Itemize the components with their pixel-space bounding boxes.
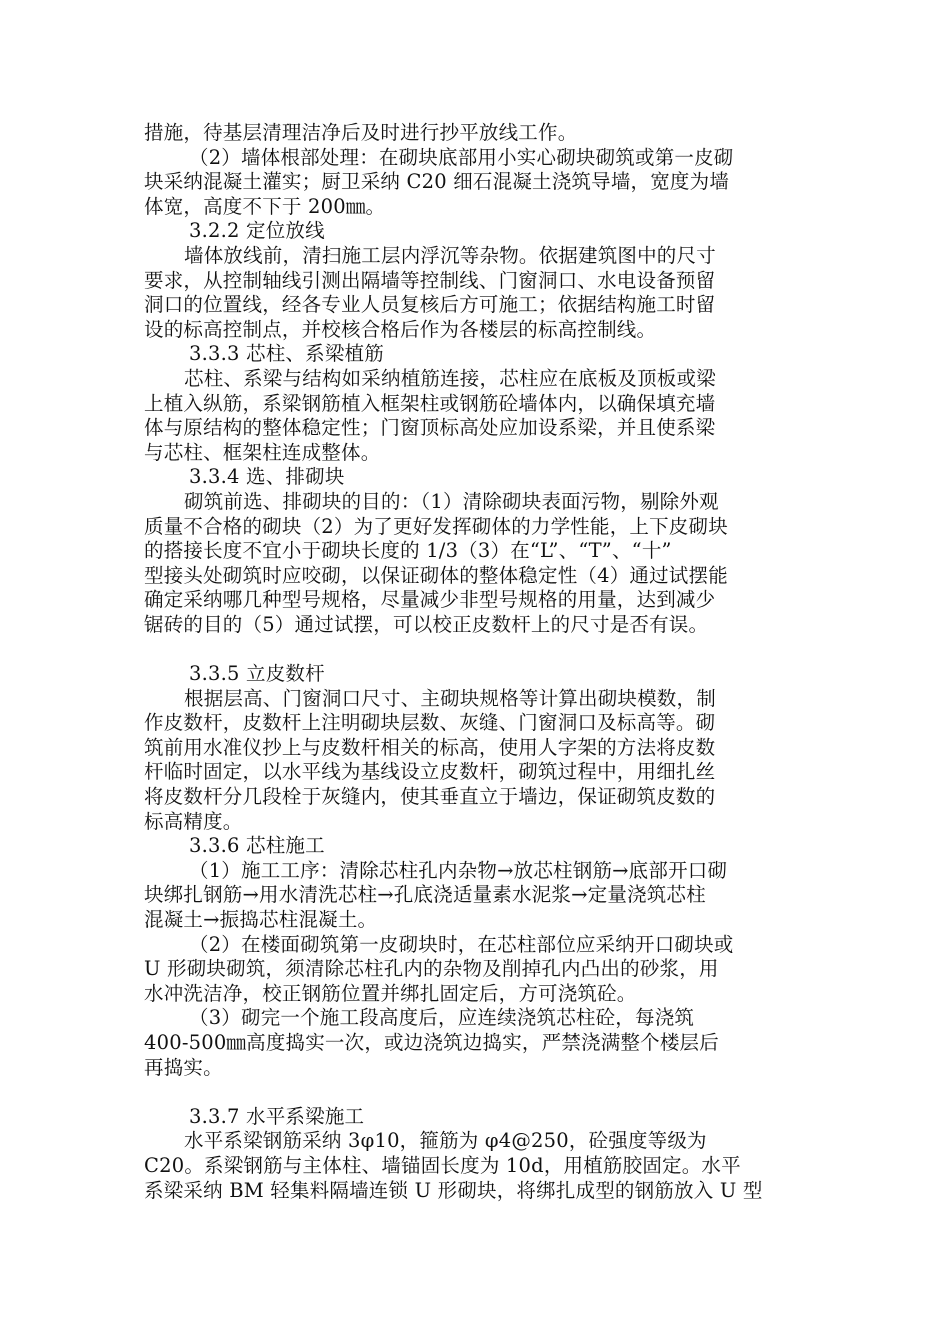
text-line: 筑前用水准仪抄上与皮数杆相关的标高，使用人字架的方法将皮数 bbox=[144, 735, 716, 759]
text-line: 水冲洗洁净，校正钢筋位置并绑扎固定后，方可浇筑砼。 bbox=[144, 981, 637, 1005]
document-page bbox=[144, 121, 804, 1203]
text-line: 设的标高控制点，并校核合格后作为各楼层的标高控制线。 bbox=[144, 317, 657, 341]
text-line: 混凝土→振捣芯柱混凝土。 bbox=[144, 908, 378, 931]
text-line: 与芯柱、框架柱连成整体。 bbox=[144, 440, 381, 464]
text-line: 确定采纳哪几种型号规格，尽量减少非型号规格的用量，达到减少 bbox=[144, 588, 716, 612]
text-line: 措施，待基层清理洁净后及时进行抄平放线工作。 bbox=[144, 121, 578, 144]
text-line: 系梁采纳 BM 轻集料隔墙连锁 U 形砌块，将绑扎成型的钢筋放入 U 型 bbox=[144, 1178, 763, 1202]
text-line: 芯柱、系梁与结构如采纳植筋连接，芯柱应在底板及顶板或梁 bbox=[184, 366, 716, 390]
text-line: 的搭接长度不宜小于砌块长度的 1/3（3）在“L”、“T”、“十” bbox=[144, 539, 672, 563]
text-line: 杆临时固定，以水平线为基线设立皮数杆，砌筑过程中，用细扎丝 bbox=[144, 760, 716, 784]
text-line: 3.3.3 芯柱、系梁植筋 bbox=[189, 342, 384, 366]
text-line: 3.3.5 立皮数杆 bbox=[189, 662, 325, 686]
text-line: 体宽，高度不下于 200㎜。 bbox=[144, 194, 386, 218]
text-line: （2）在楼面砌筑第一皮砌块时，在芯柱部位应采纳开口砌块或 bbox=[189, 932, 734, 956]
text-line: 上植入纵筋，系梁钢筋植入框架柱或钢筋砼墙体内，以确保填充墙 bbox=[144, 391, 716, 415]
text-line: 根据层高、门窗洞口尺寸、主砌块规格等计算出砌块模数，制 bbox=[184, 686, 716, 710]
text-line: 400-500㎜高度捣实一次，或边浇筑边捣实，严禁浇满整个楼层后 bbox=[144, 1030, 719, 1054]
text-line: 型接头处砌筑时应咬砌，以保证砌体的整体稳定性（4）通过试摆能 bbox=[144, 563, 728, 587]
text-line: 作皮数杆，皮数杆上注明砌块层数、灰缝、门窗洞口及标高等。砌 bbox=[144, 711, 716, 735]
text-line: 将皮数杆分几段栓于灰缝内，使其垂直立于墙边，保证砌筑皮数的 bbox=[144, 785, 716, 809]
text-line: （3）砌完一个施工段高度后，应连续浇筑芯柱砼，每浇筑 bbox=[189, 1006, 695, 1030]
text-line: 锯砖的目的（5）通过试摆，可以校正皮数杆上的尺寸是否有误。 bbox=[144, 612, 709, 636]
text-line: 3.2.2 定位放线 bbox=[189, 219, 325, 243]
text-line: （2）墙体根部处理：在砌块底部用小实心砌块砌筑或第一皮砌 bbox=[189, 145, 734, 169]
text-line: 再捣实。 bbox=[144, 1055, 223, 1079]
text-line: C20。系梁钢筋与主体柱、墙锚固长度为 10d，用植筋胶固定。水平 bbox=[144, 1153, 741, 1177]
text-line: （1）施工工序：清除芯柱孔内杂物→放芯柱钢筋→底部开口砌 bbox=[189, 858, 728, 882]
text-line: 块采纳混凝土灌实；厨卫采纳 C20 细石混凝土浇筑导墙，宽度为墙 bbox=[144, 170, 730, 194]
text-line: 水平系梁钢筋采纳 3φ10，箍筋为 φ4@250，砼强度等级为 bbox=[184, 1129, 707, 1153]
text-line: 质量不合格的砌块（2）为了更好发挥砌体的力学性能，上下皮砌块 bbox=[144, 514, 728, 538]
text-line: 3.3.4 选、排砌块 bbox=[189, 465, 345, 489]
text-line: 要求，从控制轴线引测出隔墙等控制线、门窗洞口、水电设备预留 bbox=[144, 268, 716, 292]
text-line: U 形砌块砌筑，须清除芯柱孔内的杂物及削掉孔内凸出的砂浆，用 bbox=[144, 957, 719, 981]
text-line: 洞口的位置线，经各专业人员复核后方可施工；依据结构施工时留 bbox=[144, 293, 716, 317]
text-line: 3.3.7 水平系梁施工 bbox=[189, 1104, 365, 1128]
text-line: 砌筑前选、排砌块的目的：（1）清除砌块表面污物，剔除外观 bbox=[184, 489, 719, 513]
text-line: 体与原结构的整体稳定性；门窗顶标高处应加设系梁，并且使系梁 bbox=[144, 416, 716, 440]
text-line: 块绑扎钢筋→用水清洗芯柱→孔底浇适量素水泥浆→定量浇筑芯柱 bbox=[144, 883, 706, 907]
blank-line bbox=[144, 1080, 804, 1105]
text-line: 3.3.6 芯柱施工 bbox=[189, 834, 325, 858]
text-line: 墙体放线前，清扫施工层内浮沉等杂物。依据建筑图中的尺寸 bbox=[184, 243, 716, 267]
blank-line bbox=[144, 637, 804, 662]
text-line: 标高精度。 bbox=[144, 809, 243, 833]
